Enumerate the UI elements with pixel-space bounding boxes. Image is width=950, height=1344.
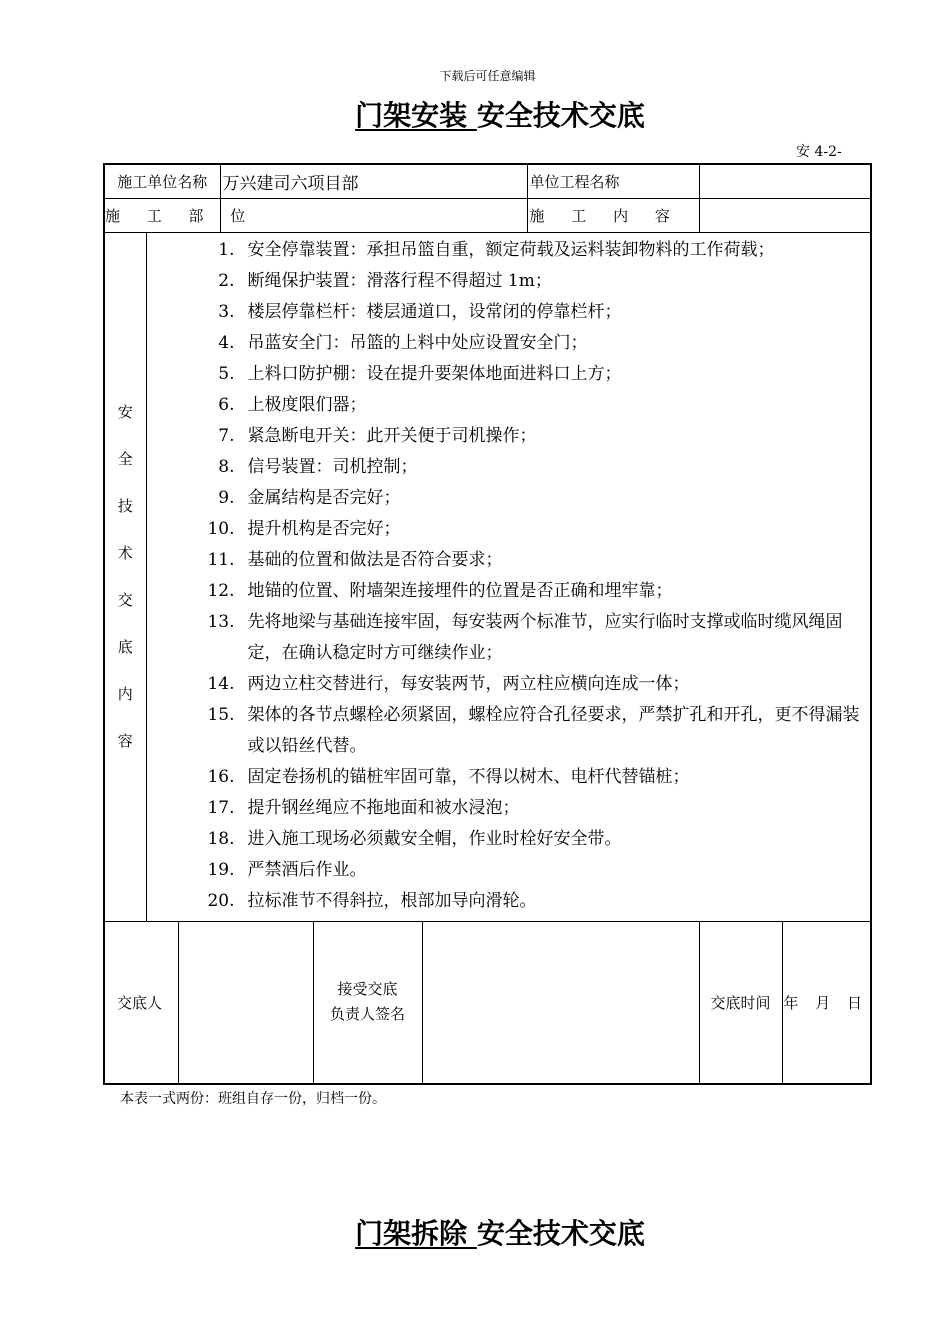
document-title: [0, 94, 950, 134]
side-label-char: 内: [117, 684, 133, 703]
disclosure-time-label: 交底时间: [699, 921, 782, 1084]
construction-part-label: 施 工 部 位: [104, 198, 220, 232]
side-label-char: 全: [117, 449, 133, 468]
receiver-signature-field[interactable]: [422, 921, 699, 1084]
receiver-label: [313, 921, 422, 1084]
side-label-disclosure-content: [104, 232, 146, 921]
unit-name-label: 施工单位名称: [104, 164, 220, 198]
list-item: 1. 安全停靠装置：承担吊篮自重，额定荷载及运料装卸物料的工作荷载；: [218, 239, 775, 260]
list-item: 2. 断绳保护装置：滑落行程不得超过 1m；: [218, 270, 552, 291]
document-title-rest: 安全技术交底: [476, 99, 645, 132]
receiver-label-line2: 负责人签名: [330, 1005, 406, 1023]
list-item: 9. 金属结构是否完好；: [218, 487, 401, 508]
header-note: 下载后可任意编辑: [439, 69, 536, 83]
side-label-char: 交: [117, 590, 133, 609]
disclosure-date-field[interactable]: 年 月 日: [782, 921, 871, 1084]
side-label-char: 术: [117, 543, 133, 562]
list-item: 11. 基础的位置和做法是否符合要求；: [207, 549, 503, 570]
list-item: 15. 架体的各节点螺栓必须紧固，螺栓应符合孔径要求，严禁扩孔和开孔，更不得漏装或以铅丝代替。: [207, 704, 860, 756]
disclosure-form-table: [103, 163, 872, 1085]
unit-name-value[interactable]: 万兴建司六项目部: [220, 164, 527, 198]
list-item: 4. 吊蓝安全门：吊篮的上料中处应设置安全门；: [218, 332, 588, 353]
list-item: 18. 进入施工现场必须戴安全帽，作业时栓好安全带。: [207, 828, 622, 849]
safety-item-list: [147, 233, 871, 921]
discloser-signature-field[interactable]: [178, 921, 313, 1084]
next-document-title-rest: 安全技术交底: [476, 1217, 645, 1250]
next-document-title-underlined: 门架拆除: [355, 1217, 477, 1250]
list-item: 7. 紧急断电开关：此开关便于司机操作；: [218, 425, 537, 446]
discloser-label: 交底人: [104, 921, 178, 1084]
list-item: 20. 拉标准节不得斜拉，根部加导向滑轮。: [207, 890, 537, 911]
side-label-char: 安: [117, 402, 133, 421]
list-item: 3. 楼层停靠栏杆：楼层通道口，设常闭的停靠栏杆；: [218, 301, 622, 322]
project-name-value[interactable]: [699, 164, 871, 198]
list-item: 19. 严禁酒后作业。: [207, 859, 367, 880]
list-item: 12. 地锚的位置、附墙架连接埋件的位置是否正确和埋牢靠；: [207, 580, 673, 601]
next-document-title: [0, 1212, 950, 1252]
list-item: 13. 先将地梁与基础连接牢固，每安装两个标准节，应实行临时支撑或临时缆风绳固定，在确认稳定时方可继续作业；: [207, 611, 843, 663]
construction-content-value[interactable]: [699, 198, 871, 232]
form-number: 安 4-2-: [796, 144, 842, 160]
side-label-char: 技: [117, 496, 133, 515]
footer-note: 本表一式两份：班组自存一份，归档一份。: [120, 1091, 386, 1107]
disclosure-content-cell: [146, 232, 871, 921]
document-title-underlined: 门架安装: [355, 99, 477, 132]
receiver-label-line1: 接受交底: [337, 980, 398, 998]
list-item: 8. 信号装置：司机控制；: [218, 456, 418, 477]
list-item: 6. 上极度限们器；: [218, 394, 367, 415]
list-item: 5. 上料口防护棚：设在提升要架体地面进料口上方；: [218, 363, 622, 384]
list-item: 17. 提升钢丝绳应不拖地面和被水浸泡；: [207, 797, 520, 818]
side-label-char: 容: [117, 731, 133, 750]
list-item: 10. 提升机构是否完好；: [207, 518, 401, 539]
side-label-char: 底: [117, 637, 133, 656]
list-item: 16. 固定卷扬机的锚桩牢固可靠，不得以树木、电杆代替锚桩；: [207, 766, 690, 787]
construction-content-label: 施 工 内 容: [527, 198, 699, 232]
construction-part-value[interactable]: [220, 198, 527, 232]
list-item: 14. 两边立柱交替进行，每安装两节，两立柱应横向连成一体；: [207, 673, 690, 694]
project-name-label: 单位工程名称: [527, 164, 699, 198]
